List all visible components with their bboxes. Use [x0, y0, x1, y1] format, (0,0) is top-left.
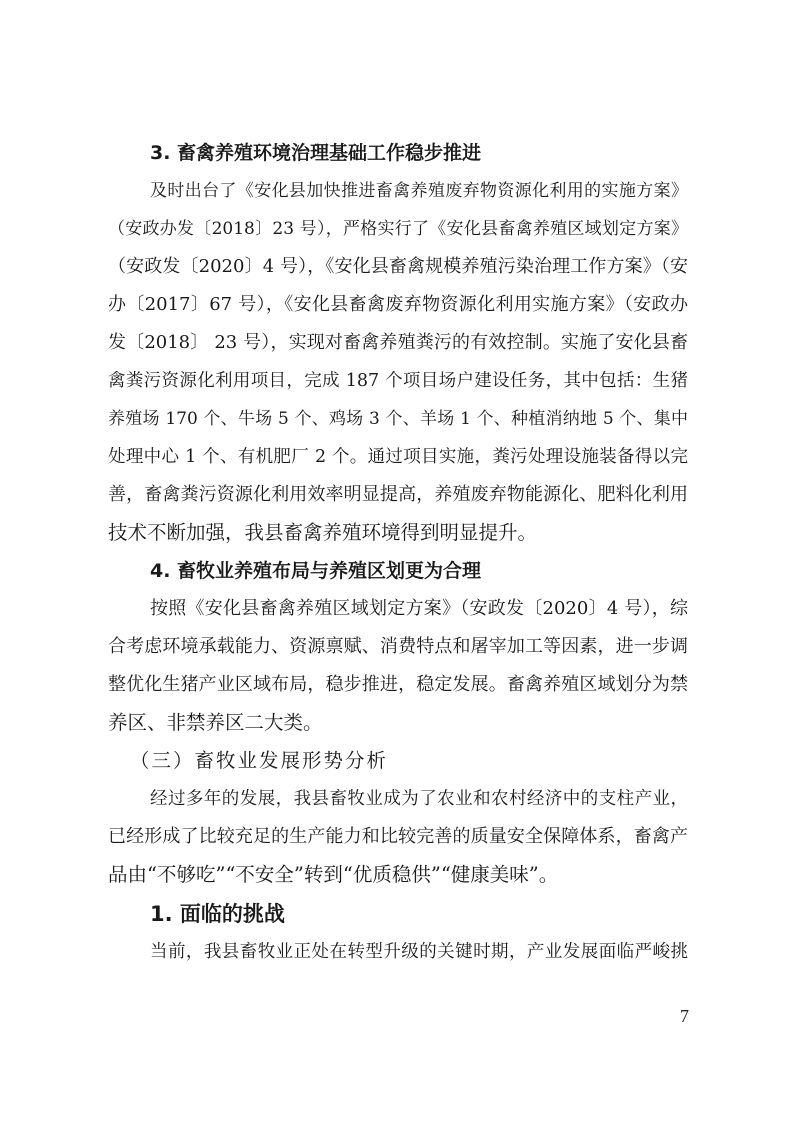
paragraph-line: 合考虑环境承载能力、资源禀赋、消费特点和屠宰加工等因素，进一步调 — [108, 636, 688, 657]
paragraph-first-line: 经过多年的发展，我县畜牧业成为了农业和农村经济中的支柱产业， — [150, 789, 688, 809]
paragraph-line: 善，畜禽粪污资源化利用效率明显提高，养殖废弃物能源化、肥料化利用 — [108, 484, 688, 505]
page-number: 7 — [680, 1006, 689, 1026]
paragraph-last-line: 品由“不够吃”“不安全”转到“优质稳供”“健康美味”。 — [108, 863, 559, 886]
paragraph-line: 整优化生猪产业区域布局，稳步推进，稳定发展。畜禽养殖区域划分为禁 — [108, 674, 688, 695]
section-heading: 3. 畜禽养殖环境治理基础工作稳步推进 — [150, 142, 482, 164]
section-heading: 1. 面临的挑战 — [150, 902, 285, 926]
paragraph-line: （安政发〔2020〕4 号），《安化县畜禽规模养殖污染治理工作方案》（安 — [108, 256, 688, 277]
paragraph-line: 已经形成了比较充足的生产能力和比较完善的质量安全保障体系，畜禽产 — [108, 826, 688, 847]
paragraph-last-line: 技术不断加强，我县畜禽养殖环境得到明显提升。 — [108, 521, 538, 544]
paragraph-line: 办〔2017〕67 号），《安化县畜禽废弃物资源化利用实施方案》（安政办 — [108, 294, 688, 315]
paragraph-line: 养殖场 170 个、牛场 5 个、鸡场 3 个、羊场 1 个、种植消纳地 5 个、集中 — [108, 409, 688, 429]
paragraph-line: 发〔2018〕 23 号），实现对畜禽养殖粪污的有效控制。实施了安化县畜 — [108, 332, 688, 353]
paragraph-line: 禽粪污资源化利用项目，完成 187 个项目场户建设任务，其中包括：生猪 — [108, 371, 688, 391]
paragraph-first-line: 按照《安化县畜禽养殖区域划定方案》（安政发〔2020〕4 号），综 — [150, 598, 688, 619]
paragraph-line: 处理中心 1 个、有机肥厂 2 个。通过项目实施，粪污处理设施装备得以完 — [108, 447, 688, 467]
paragraph-last-line: 养区、非禁养区二大类。 — [108, 711, 323, 734]
subsection-heading: （三）畜牧业发展形势分析 — [130, 749, 389, 772]
paragraph-first-line: 当前，我县畜牧业正处在转型升级的关键时期，产业发展面临严峻挑 — [150, 942, 688, 962]
section-heading: 4. 畜牧业养殖布局与养殖区划更为合理 — [150, 560, 482, 582]
paragraph-line: （安政办发〔2018〕23 号），严格实行了《安化县畜禽养殖区域划定方案》 — [108, 219, 688, 239]
paragraph-first-line: 及时出台了《安化县加快推进畜禽养殖废弃物资源化利用的实施方案》 — [150, 181, 688, 201]
